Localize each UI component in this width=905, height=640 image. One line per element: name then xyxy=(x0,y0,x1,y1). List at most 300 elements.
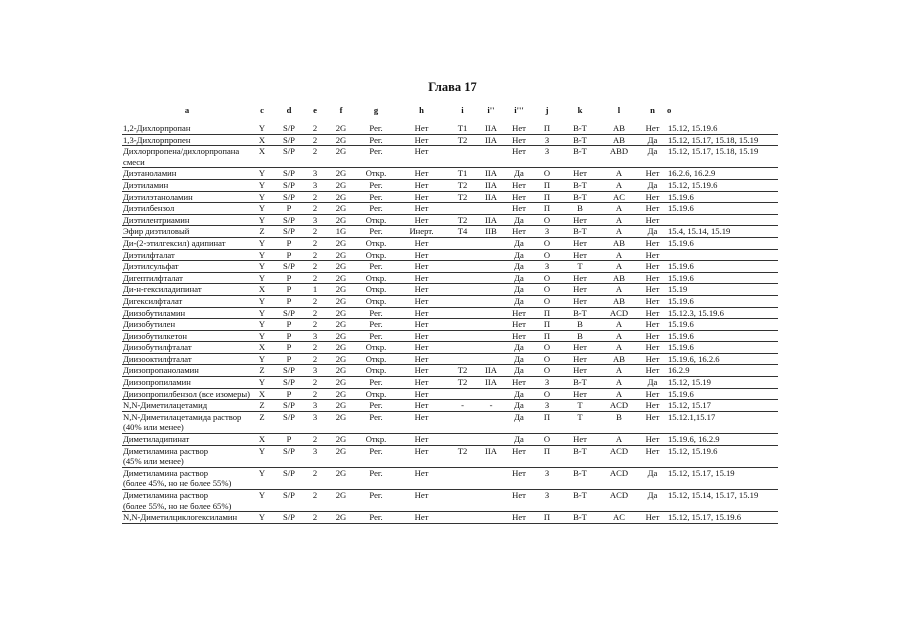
substance-name-cell: Диизопропаноламин xyxy=(122,365,252,377)
table-cell xyxy=(449,388,476,400)
substance-name-cell: Дихлорпропена/дихлорпропана смеси xyxy=(122,146,252,168)
table-cell xyxy=(476,388,506,400)
table-cell: О xyxy=(532,353,562,365)
table-cell: Z xyxy=(252,400,272,412)
table-cell: Откр. xyxy=(358,284,394,296)
table-cell: 2G xyxy=(324,330,358,342)
table-cell: P xyxy=(272,388,306,400)
column-header-7: i xyxy=(461,105,464,116)
table-cell: Нет xyxy=(506,226,532,238)
table-cell: Инерт. xyxy=(394,226,449,238)
table-cell: 1G xyxy=(324,226,358,238)
table-cell: Нет xyxy=(394,261,449,273)
table-cell: Y xyxy=(252,353,272,365)
table-cell: Да xyxy=(506,284,532,296)
table-cell: 15.12, 15.19.6 xyxy=(665,123,778,134)
table-cell: Да xyxy=(506,295,532,307)
table-cell: A xyxy=(598,179,640,191)
table-cell: Рег. xyxy=(358,330,394,342)
table-cell: Нет xyxy=(394,365,449,377)
table-cell: Откр. xyxy=(358,388,394,400)
table-cell: Нет xyxy=(562,284,598,296)
table-cell: Да xyxy=(640,146,665,168)
table-cell xyxy=(449,319,476,331)
table-cell: П xyxy=(532,307,562,319)
table-cell: Нет xyxy=(640,434,665,446)
table-cell: 2 xyxy=(306,377,324,389)
table-cell: Да xyxy=(640,377,665,389)
table-cell: AB xyxy=(598,295,640,307)
table-cell: T2 xyxy=(449,445,476,467)
table-cell xyxy=(476,272,506,284)
table-cell: Да xyxy=(506,365,532,377)
table-cell: ACD xyxy=(598,490,640,512)
substance-name-cell: N,N-Диметилциклогексиламин xyxy=(122,512,252,524)
table-cell: 2G xyxy=(324,434,358,446)
substance-name-cell: Диэтилэтаноламин xyxy=(122,191,252,203)
table-cell xyxy=(476,353,506,365)
table-cell: П xyxy=(532,411,562,433)
table-cell: Рег. xyxy=(358,226,394,238)
table-cell xyxy=(449,284,476,296)
table-cell xyxy=(476,203,506,215)
table-cell: Нет xyxy=(640,295,665,307)
table-cell: 2 xyxy=(306,307,324,319)
table-cell xyxy=(449,307,476,319)
table-cell: 2G xyxy=(324,237,358,249)
table-cell xyxy=(476,261,506,273)
table-cell: Да xyxy=(506,214,532,226)
table-cell xyxy=(476,237,506,249)
table-cell: В xyxy=(562,319,598,331)
substance-name-cell: Диэтилбензол xyxy=(122,203,252,215)
table-cell: О xyxy=(532,342,562,354)
table-cell: Нет xyxy=(640,342,665,354)
table-cell: Нет xyxy=(394,191,449,203)
table-cell: S/P xyxy=(272,214,306,226)
table-cell: Рег. xyxy=(358,411,394,433)
table-cell: В-Т xyxy=(562,467,598,489)
table-cell: З xyxy=(532,377,562,389)
table-cell: Рег. xyxy=(358,512,394,524)
table-cell: Нет xyxy=(506,445,532,467)
table-cell: Нет xyxy=(506,490,532,512)
table-cell xyxy=(449,249,476,261)
table-row xyxy=(122,168,778,180)
table-cell: Нет xyxy=(562,388,598,400)
table-cell: P xyxy=(272,295,306,307)
substance-name-cell: Диизобутиламин xyxy=(122,307,252,319)
table-cell: ACD xyxy=(598,400,640,412)
table-cell: Нет xyxy=(506,377,532,389)
table-cell: S/P xyxy=(272,123,306,134)
table-cell: Нет xyxy=(394,249,449,261)
table-cell: ABD xyxy=(598,146,640,168)
table-cell: AB xyxy=(598,237,640,249)
table-cell: Нет xyxy=(640,203,665,215)
column-header-12: l xyxy=(617,105,621,116)
table-cell: 2 xyxy=(306,203,324,215)
table-cell: Нет xyxy=(394,295,449,307)
table-row xyxy=(122,261,778,273)
table-cell: Да xyxy=(506,434,532,446)
table-row xyxy=(122,319,778,331)
table-cell: 15.19 xyxy=(665,284,778,296)
table-cell xyxy=(476,284,506,296)
table-cell: 3 xyxy=(306,214,324,226)
table-cell: S/P xyxy=(272,226,306,238)
table-cell: Нет xyxy=(562,353,598,365)
table-cell: ACD xyxy=(598,467,640,489)
table-cell: Нет xyxy=(640,388,665,400)
table-cell: З xyxy=(532,226,562,238)
table-cell: P xyxy=(272,284,306,296)
column-header-8: i'' xyxy=(487,105,495,116)
table-cell: 2G xyxy=(324,191,358,203)
table-cell: 2G xyxy=(324,377,358,389)
table-cell: Т xyxy=(562,411,598,433)
table-cell: Нет xyxy=(562,237,598,249)
table-cell: Откр. xyxy=(358,342,394,354)
table-cell: Откр. xyxy=(358,434,394,446)
table-cell: Нет xyxy=(394,467,449,489)
table-cell: Откр. xyxy=(358,295,394,307)
table-cell: P xyxy=(272,237,306,249)
table-cell: Да xyxy=(640,134,665,146)
table-cell: Рег. xyxy=(358,307,394,319)
table-cell: Нет xyxy=(506,123,532,134)
table-cell: Да xyxy=(506,272,532,284)
table-cell: Откр. xyxy=(358,214,394,226)
table-cell xyxy=(476,249,506,261)
table-cell: P xyxy=(272,353,306,365)
table-cell: Y xyxy=(252,330,272,342)
substance-name-cell: Диэтилентриамин xyxy=(122,214,252,226)
table-cell: Да xyxy=(506,400,532,412)
table-cell: A xyxy=(598,434,640,446)
substance-name-cell: Ди-н-гексиладипинат xyxy=(122,284,252,296)
table-cell: Y xyxy=(252,237,272,249)
table-cell: ACD xyxy=(598,445,640,467)
table-cell: A xyxy=(598,284,640,296)
table-cell: S/P xyxy=(272,490,306,512)
table-cell: IIA xyxy=(476,365,506,377)
table-cell: P xyxy=(272,272,306,284)
substance-name-cell: Диэтаноламин xyxy=(122,168,252,180)
table-cell: Нет xyxy=(394,272,449,284)
table-body xyxy=(122,123,778,523)
table-row xyxy=(122,123,778,134)
substance-name-cell: N,N-Диметилацетамида раствор (40% или менее) xyxy=(122,411,252,433)
table-row xyxy=(122,377,778,389)
table-cell: Да xyxy=(640,467,665,489)
table-cell: S/P xyxy=(272,134,306,146)
table-cell: 2G xyxy=(324,307,358,319)
table-cell xyxy=(449,353,476,365)
table-cell: A xyxy=(598,388,640,400)
substance-name-cell: Диизопропилбензол (все изомеры) xyxy=(123,388,251,399)
table-cell: Z xyxy=(252,226,272,238)
table-cell xyxy=(476,490,506,512)
table-row xyxy=(122,179,778,191)
table-cell: Откр. xyxy=(358,237,394,249)
table-cell: Нет xyxy=(394,490,449,512)
table-cell: 2G xyxy=(324,295,358,307)
table-cell: О xyxy=(532,434,562,446)
table-cell: В-Т xyxy=(562,445,598,467)
table-cell: 15.19.6 xyxy=(665,191,778,203)
table-cell: 16.2.9 xyxy=(665,365,778,377)
table-cell: T1 xyxy=(449,123,476,134)
table-cell: Нет xyxy=(506,191,532,203)
table-cell: Рег. xyxy=(358,261,394,273)
table-cell: 2 xyxy=(306,123,324,134)
table-cell: Откр. xyxy=(358,272,394,284)
substance-name-cell: Диметиламина раствор (45% или менее) xyxy=(122,445,252,467)
substance-name-cell: Дигептилфталат xyxy=(122,272,252,284)
table-cell: Да xyxy=(506,168,532,180)
table-cell: Нет xyxy=(640,284,665,296)
table-cell: IIA xyxy=(476,179,506,191)
table-cell: A xyxy=(598,365,640,377)
substance-name-cell: Ди-(2-этилгексил) адипинат xyxy=(122,237,252,249)
table-cell: 15.12, 15.19 xyxy=(665,377,778,389)
table-cell: 15.19.6, 16.2.9 xyxy=(665,434,778,446)
substance-name-cell: Диизобутилфталат xyxy=(122,342,252,354)
table-cell: P xyxy=(272,319,306,331)
table-cell: A xyxy=(598,249,640,261)
table-cell: 2G xyxy=(324,146,358,168)
table-cell: 15.12, 15.19.6 xyxy=(665,445,778,467)
table-cell xyxy=(449,467,476,489)
table-cell: AB xyxy=(598,123,640,134)
table-cell: В-Т xyxy=(562,134,598,146)
table-cell: Рег. xyxy=(358,123,394,134)
table-cell: Y xyxy=(252,179,272,191)
table-cell: Y xyxy=(252,467,272,489)
column-header-3: e xyxy=(313,105,317,116)
table-cell: Да xyxy=(506,249,532,261)
table-cell: Рег. xyxy=(358,179,394,191)
table-cell: Да xyxy=(640,226,665,238)
table-cell: 2 xyxy=(306,319,324,331)
table-cell: IIA xyxy=(476,377,506,389)
table-cell xyxy=(476,330,506,342)
table-cell: X xyxy=(252,284,272,296)
table-row xyxy=(122,330,778,342)
table-row xyxy=(122,445,778,467)
table-cell: 15.12, 15.19.6 xyxy=(665,179,778,191)
table-cell: 15.12, 15.17, 15.19.6 xyxy=(665,512,778,524)
table-cell: AC xyxy=(598,512,640,524)
table-cell: IIA xyxy=(476,134,506,146)
substance-name-cell: Диэтилсульфат xyxy=(122,261,252,273)
table-cell xyxy=(476,307,506,319)
table-cell: 15.12, 15.17 xyxy=(665,400,778,412)
table-cell xyxy=(449,203,476,215)
table-cell: Нет xyxy=(640,307,665,319)
table-cell: 2 xyxy=(306,146,324,168)
table-cell xyxy=(476,467,506,489)
table-cell: Y xyxy=(252,490,272,512)
table-cell: S/P xyxy=(272,191,306,203)
table-cell: Нет xyxy=(640,191,665,203)
table-cell: T2 xyxy=(449,365,476,377)
table-cell: AB xyxy=(598,353,640,365)
table-row xyxy=(122,365,778,377)
table-cell: 2G xyxy=(324,168,358,180)
table-cell: Нет xyxy=(394,214,449,226)
table-cell: 15.19.6 xyxy=(665,261,778,273)
table-cell: З xyxy=(532,400,562,412)
column-header-10: j xyxy=(545,105,549,116)
table-cell: В-Т xyxy=(562,191,598,203)
table-cell: Нет xyxy=(394,342,449,354)
table-cell: IIB xyxy=(476,226,506,238)
table-cell: Рег. xyxy=(358,191,394,203)
table-cell: 2G xyxy=(324,203,358,215)
table-cell: 2 xyxy=(306,249,324,261)
substance-name-cell: N,N-Диметилацетамид xyxy=(122,400,252,412)
table-cell: Да xyxy=(640,490,665,512)
table-cell: Y xyxy=(252,295,272,307)
table-cell: Нет xyxy=(562,295,598,307)
table-cell: IIA xyxy=(476,123,506,134)
table-row xyxy=(122,295,778,307)
table-cell: 2 xyxy=(306,512,324,524)
table-cell: 3 xyxy=(306,330,324,342)
table-cell: Y xyxy=(252,261,272,273)
table-cell: 2 xyxy=(306,191,324,203)
table-cell: Рег. xyxy=(358,400,394,412)
table-cell: В-Т xyxy=(562,146,598,168)
table-cell: Нет xyxy=(640,237,665,249)
table-cell: Нет xyxy=(640,411,665,433)
column-header-11: k xyxy=(577,105,583,116)
table-cell: 2G xyxy=(324,388,358,400)
table-cell xyxy=(449,434,476,446)
table-cell: Рег. xyxy=(358,445,394,467)
table-cell: Да xyxy=(506,388,532,400)
substance-name-cell: Эфир диэтиловый xyxy=(122,226,252,238)
table-cell: Нет xyxy=(640,512,665,524)
table-cell: 2G xyxy=(324,319,358,331)
table-cell: S/P xyxy=(272,467,306,489)
table-cell: В-Т xyxy=(562,490,598,512)
table-cell: Т xyxy=(562,400,598,412)
table-row xyxy=(122,203,778,215)
table-cell xyxy=(449,411,476,433)
page-title: Глава 17 xyxy=(428,80,477,94)
table-cell: 15.12, 15.14, 15.17, 15.19 xyxy=(665,490,778,512)
table-cell: П xyxy=(532,179,562,191)
table-cell xyxy=(476,146,506,168)
table-cell: Y xyxy=(252,307,272,319)
table-cell: Y xyxy=(252,512,272,524)
table-cell xyxy=(449,272,476,284)
table-cell: S/P xyxy=(272,365,306,377)
table-cell: X xyxy=(252,134,272,146)
table-cell: З xyxy=(532,490,562,512)
table-cell: 15.19.6 xyxy=(665,203,778,215)
table-cell: 2G xyxy=(324,249,358,261)
table-cell: Т xyxy=(562,261,598,273)
table-cell: 2G xyxy=(324,272,358,284)
table-cell: A xyxy=(598,261,640,273)
table-cell: Нет xyxy=(394,179,449,191)
table-row xyxy=(122,467,778,489)
table-row xyxy=(122,512,778,524)
table-cell: A xyxy=(598,377,640,389)
table-cell: 2G xyxy=(324,353,358,365)
table-cell: 2G xyxy=(324,214,358,226)
table-cell: Нет xyxy=(640,272,665,284)
table-cell: Нет xyxy=(640,214,665,226)
table-cell: 15.19.6 xyxy=(665,272,778,284)
substance-name-cell: 1,3-Дихлорпропен xyxy=(122,134,252,146)
table-cell: S/P xyxy=(272,400,306,412)
table-cell: О xyxy=(532,237,562,249)
table-cell: - xyxy=(449,400,476,412)
table-cell: Нет xyxy=(640,168,665,180)
table-cell: Нет xyxy=(506,134,532,146)
table-cell: 3 xyxy=(306,179,324,191)
table-cell: 3 xyxy=(306,411,324,433)
table-cell: 2 xyxy=(306,226,324,238)
substance-name-cell: Дигексилфталат xyxy=(122,295,252,307)
table-cell: Да xyxy=(506,342,532,354)
table-cell: 2G xyxy=(324,490,358,512)
table-cell: 15.12, 15.17, 15.18, 15.19 xyxy=(665,134,778,146)
table-cell: Нет xyxy=(394,134,449,146)
table-cell: S/P xyxy=(272,307,306,319)
table-cell: В-Т xyxy=(562,512,598,524)
table-cell: 2 xyxy=(306,272,324,284)
table-cell: Да xyxy=(506,353,532,365)
substance-name-cell: Диизопропиламин xyxy=(122,377,252,389)
table-cell: 2 xyxy=(306,237,324,249)
table-row xyxy=(122,146,778,168)
table-row xyxy=(122,400,778,412)
table-cell: Нет xyxy=(394,434,449,446)
table-cell: Y xyxy=(252,123,272,134)
table-cell: В xyxy=(562,330,598,342)
table-cell: З xyxy=(532,261,562,273)
table-cell: Нет xyxy=(506,512,532,524)
table-cell xyxy=(449,342,476,354)
table-cell: Рег. xyxy=(358,134,394,146)
table-cell: З xyxy=(532,134,562,146)
table-cell: AB xyxy=(598,134,640,146)
table-cell: 15.19.6 xyxy=(665,237,778,249)
table-cell: 2G xyxy=(324,400,358,412)
table-cell: AB xyxy=(598,272,640,284)
column-header-4: f xyxy=(339,105,343,116)
table-cell: X xyxy=(252,146,272,168)
table-cell: A xyxy=(598,226,640,238)
table-row xyxy=(122,307,778,319)
table-cell: Рег. xyxy=(358,146,394,168)
table-cell: Нет xyxy=(640,123,665,134)
table-cell: IIA xyxy=(476,191,506,203)
table-cell: 2G xyxy=(324,123,358,134)
table-cell: 2 xyxy=(306,490,324,512)
column-header-14: o xyxy=(667,105,672,116)
column-header-13: n xyxy=(650,105,655,116)
substance-name-cell: Диэтилфталат xyxy=(122,249,252,261)
substance-name-cell: Диметиламина раствор (более 45%, но не более 55%) xyxy=(122,467,252,489)
table-cell: Нет xyxy=(640,249,665,261)
